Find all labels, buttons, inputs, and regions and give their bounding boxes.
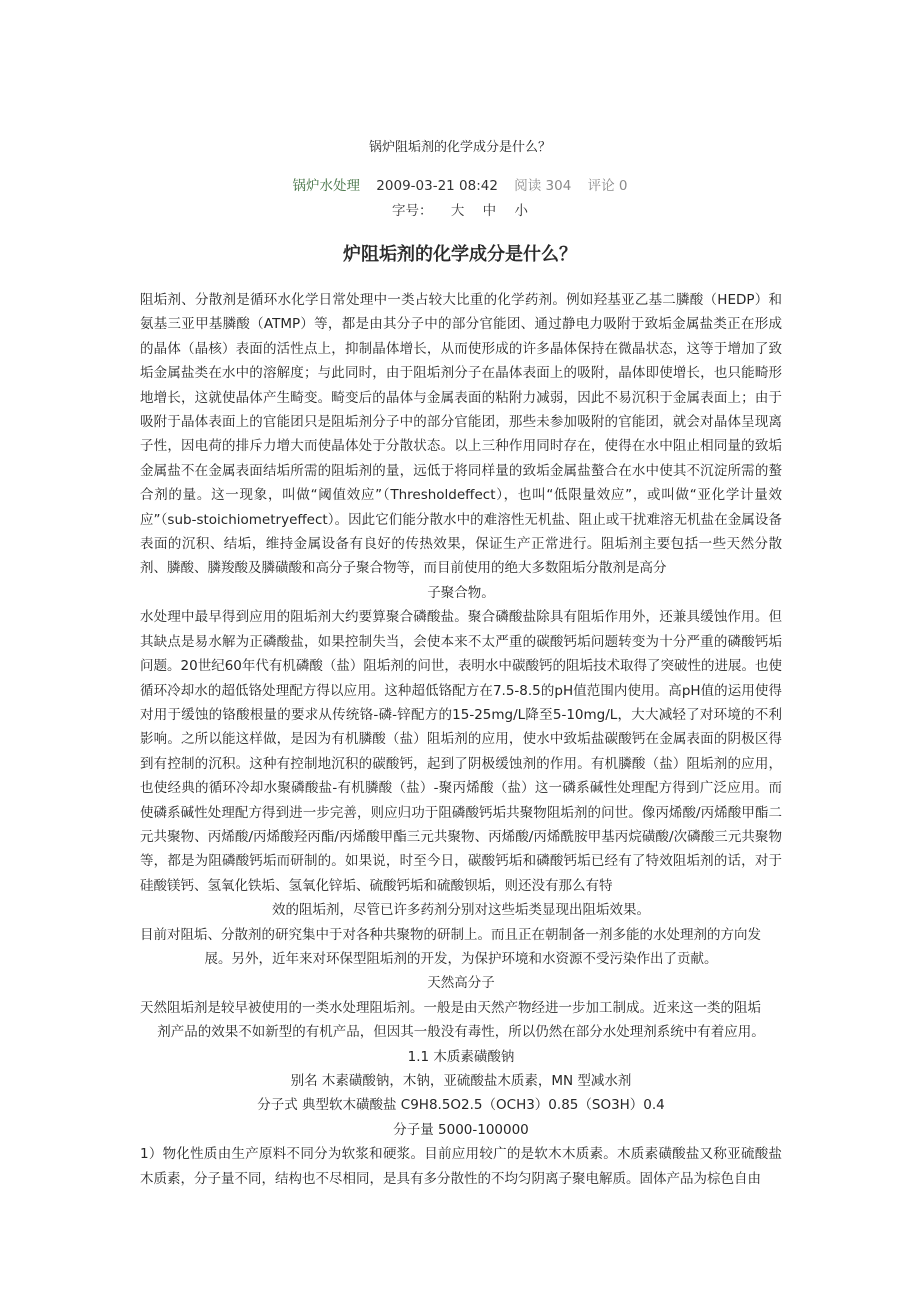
lignin-alias: 别名 木素磺酸钠，木钠，亚硫酸盐木质素，MN 型减水剂: [290, 1073, 632, 1089]
paragraph-natural: 天然阻垢剂是较早被使用的一类水处理阻垢剂。一般是由天然产物经进一步加工制成。近来这一类的阻垢: [140, 999, 761, 1016]
article-body: [140, 288, 782, 1191]
read-count: 阅读 304: [514, 178, 572, 194]
font-size-switcher: [0, 199, 920, 219]
paragraph-properties: 1）物化性质由生产原料不同分为软浆和硬浆。目前应用较广的是软木木质素。木质素磺酸盐又称亚硫酸盐木质素，分子量不同，结构也不尽相同，是具有多分散性的不均匀阴离子聚电解质。固体产品为棕色自由: [140, 1146, 782, 1187]
paragraph-natural-end: 剂产品的效果不如新型的有机产品，但因其一般没有毒性，所以仍然在部分水处理剂系统中有着应用。: [157, 1024, 765, 1041]
paragraph-phosphate: 水处理中最早得到应用的阻垢剂大约要算聚合磷酸盐。聚合磷酸盐除具有阻垢作用外，还兼具缓蚀作用。但其缺点是易水解为正磷酸盐，如果控制失当，会使本来不太严重的碳酸钙垢问题转变为十分严重的磷酸钙垢问题。20世纪60年代有机磷酸（盐）阻垢剂的问世，表明水中碳酸钙的阻垢技术取得了突破性的进展。也使循环冷却水的超低铬处理配方得以应用。这种超低铬配方在7.5-8.5的pH值范围内使用。高pH值的运用使得对用于缓蚀的铬酸根量的要求从传统铬-磷-锌配方的15-25mg/L降至5-10mg/L，大大减轻了对环境的不利影响。之所以能这样做，是因为有机膦酸（盐）阻垢剂的应用，使水中致垢盐碳酸钙在金属表面的阴极区得到有控制的沉积。这种有控制地沉积的碳酸钙，起到了阴极缓蚀剂的作用。有机膦酸（盐）阻垢剂的应用，也使经典的循环冷却水聚磷酸盐-有机膦酸（盐）-聚丙烯酸（盐）这一磷系碱性处理配方得到广泛应用。而使磷系碱性处理配方得到进一步完善，则应归功于阻磷酸钙垢共聚物阻垢剂的问世。像丙烯酸/丙烯酸甲酯二元共聚物、丙烯酸/丙烯酸羟丙酯/丙烯酸甲酯三元共聚物、丙烯酸/丙烯酰胺甲基丙烷磺酸/次磷酸三元共聚物等，都是为阻磷酸钙垢而研制的。如果说，时至今日，碳酸钙垢和磷酸钙垢已经有了特效阻垢剂的话，对于硅酸镁钙、氢氧化铁垢、氢氧化锌垢、硫酸钙垢和硫酸钡垢，则还没有那么有特: [140, 609, 782, 894]
font-size-large-link[interactable]: 大: [450, 203, 465, 219]
font-size-label: 字号：: [392, 203, 433, 219]
comment-count[interactable]: 评论 0: [587, 178, 628, 194]
post-meta: [0, 174, 920, 194]
lignin-formula: 分子式 典型软木磺酸盐 C9H8.5O2.5（OCH3）0.85（SO3H）0.4: [257, 1097, 665, 1114]
paragraph-phosphate-end: 效的阻垢剂，尽管已许多药剂分别对这些垢类显现出阻垢效果。: [272, 902, 650, 919]
paragraph-research: 目前对阻垢、分散剂的研究集中于对各种共聚物的研制上。而且正在朝制备一剂多能的水处理剂的方向发: [140, 926, 761, 943]
category-link[interactable]: 锅炉水处理: [292, 178, 360, 194]
paragraph-intro-end: 子聚合物。: [427, 584, 495, 601]
paragraph-intro: 阻垢剂、分散剂是循环水化学日常处理中一类占较大比重的化学药剂。例如羟基亚乙基二膦酸（HEDP）和氨基三亚甲基膦酸（ATMP）等，都是由其分子中的部分官能团、通过静电力吸附于致垢金属盐类正在形成的晶体（晶核）表面的活性点上，抑制晶体增长，从而使形成的许多晶体保持在微晶状态，这等于增加了致垢金属盐类在水中的溶解度；与此同时，由于阻垢剂分子在晶体表面上的吸附，晶体即使增长，也只能畸形地增长，这就使晶体产生畸变。畸变后的晶体与金属表面的粘附力减弱，因此不易沉积于金属表面上；由于吸附于晶体表面上的官能团只是阻垢剂分子中的部分官能团，那些未参加吸附的官能团，就会对晶体呈现离子性，因电荷的排斥力增大而使晶体处于分散状态。以上三种作用同时存在，使得在水中阻止相同量的致垢金属盐不在金属表面结垢所需的阻垢剂的量，远低于将同样量的致垢金属盐螯合在水中使其不沉淀所需的螯合剂的量。这一现象，叫做“阈值效应”（Thresholdeffect），也叫“低限量效应”，或叫做“亚化学计量效应”（sub-stoichiometryeffect）。因此它们能分散水中的难溶性无机盐、阻止或干扰难溶无机盐在金属设备表面的沉积、结垢，维持金属设备有良好的传热效果，保证生产正常进行。阻垢剂主要包括一些天然分散剂、膦酸、膦羧酸及膦磺酸和高分子聚合物等，而目前使用的绝大多数阻垢分散剂是高分: [140, 292, 782, 577]
page-title: 锅炉阻垢剂的化学成分是什么？: [368, 140, 551, 155]
font-size-medium-link[interactable]: 中: [482, 203, 497, 219]
section-heading-lignin: 1.1 木质素磺酸钠: [407, 1048, 515, 1065]
paragraph-research-end: 展。另外，近年来对环保型阻垢剂的开发，为保护环境和水资源不受污染作出了贡献。: [204, 950, 718, 967]
article-title: 炉阻垢剂的化学成分是什么？: [343, 244, 577, 265]
section-heading-natural: 天然高分子: [427, 975, 495, 992]
font-size-small-link[interactable]: 小: [514, 203, 528, 219]
lignin-molecular-weight: 分子量 5000-100000: [393, 1121, 529, 1138]
post-datetime: 2009-03-21 08:42: [376, 178, 498, 194]
